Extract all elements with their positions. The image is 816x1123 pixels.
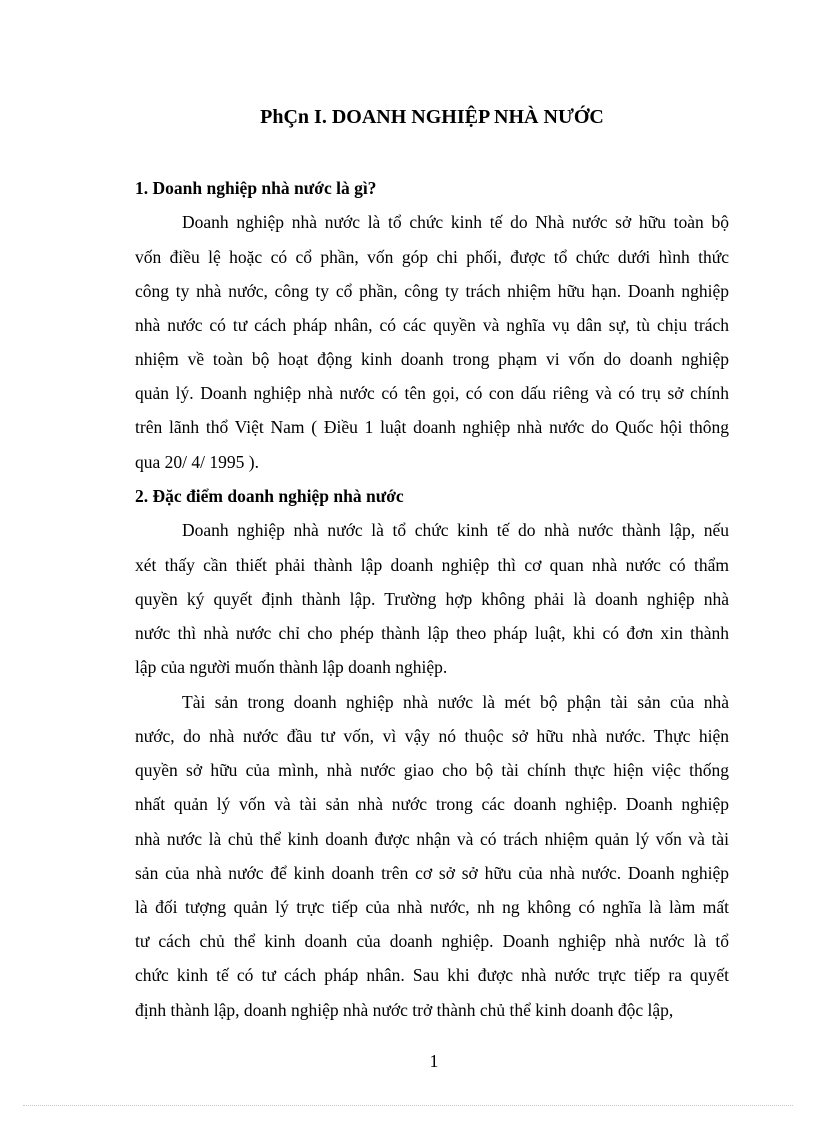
- paragraph-line: vốn điều lệ hoặc có cổ phần, vốn góp chi phối, được tổ chức dưới hình thức: [135, 247, 729, 267]
- paragraph-line: xét thấy cần thiết phải thành lập doanh nghiệp thì cơ quan nhà nước có thẩm: [135, 555, 729, 575]
- paragraph-line: định thành lập, doanh nghiệp nhà nước trở thành chủ thể kinh doanh độc lập,: [135, 1000, 674, 1020]
- paragraph-line: công ty nhà nước, công ty cổ phần, công ty trách nhiệm hữu hạn. Doanh nghiệp: [135, 281, 729, 301]
- paragraph-line: nước thì nhà nước chỉ cho phép thành lập theo pháp luật, khi có đơn xin thành: [135, 623, 729, 643]
- paragraph-line: tư cách chủ thể kinh doanh của doanh nghiệp. Doanh nghiệp nhà nước là tổ: [135, 931, 729, 951]
- page-bottom-border: [23, 1105, 793, 1106]
- paragraph-line: nhà nước là chủ thể kinh doanh được nhận và có trách nhiệm quản lý vốn và tài: [135, 829, 729, 849]
- paragraph-line: Doanh nghiệp nhà nước là tổ chức kinh tế do nhà nước thành lập, nếu: [182, 520, 729, 540]
- paragraph-line: quản lý. Doanh nghiệp nhà nước có tên gọi, có con dấu riêng và có trụ sở chính: [135, 383, 729, 403]
- paragraph-line: chức kinh tế có tư cách pháp nhân. Sau khi được nhà nước trực tiếp ra quyết: [135, 965, 729, 985]
- paragraph-line: trên lãnh thổ Việt Nam ( Điều 1 luật doanh nghiệp nhà nước do Quốc hội thông: [135, 417, 729, 437]
- paragraph-line: quyền sở hữu của mình, nhà nước giao cho bộ tài chính thực hiện việc thống: [135, 760, 729, 780]
- paragraph-line: qua 20/ 4/ 1995 ).: [135, 452, 259, 472]
- paragraph-line: nước, do nhà nước đầu tư vốn, vì vậy nó thuộc sở hữu nhà nước. Thực hiện: [135, 726, 729, 746]
- page-title: PhÇn I. DOANH NGHIỆP NHÀ NƯỚC: [260, 106, 604, 128]
- paragraph-line: sản của nhà nước để kinh doanh trên cơ sở sở hữu của nhà nước. Doanh nghiệp: [135, 863, 729, 883]
- page-number: 1: [429, 1051, 439, 1071]
- paragraph-line: lập của người muốn thành lập doanh nghiệp.: [135, 657, 448, 677]
- paragraph-line: Doanh nghiệp nhà nước là tổ chức kinh tế do Nhà nước sở hữu toàn bộ: [182, 212, 729, 232]
- section-heading-1: 1. Doanh nghiệp nhà nước là gì?: [135, 178, 377, 198]
- paragraph-line: quyền ký quyết định thành lập. Trường hợp không phải là doanh nghiệp nhà: [135, 589, 729, 609]
- paragraph-line: là đối tượng quản lý trực tiếp của nhà nước, nh ng không có nghĩa là làm mất: [135, 897, 729, 917]
- paragraph-line: nhà nước có tư cách pháp nhân, có các quyền và nghĩa vụ dân sự, tù chịu trách: [135, 315, 729, 335]
- paragraph-line: Tài sản trong doanh nghiệp nhà nước là mét bộ phận tài sản của nhà: [182, 692, 729, 712]
- paragraph-line: nhất quản lý vốn và tài sản nhà nước trong các doanh nghiệp. Doanh nghiệp: [135, 794, 729, 814]
- section-heading-2: 2. Đặc điểm doanh nghiệp nhà nước: [135, 486, 404, 506]
- paragraph-line: nhiệm về toàn bộ hoạt động kinh doanh trong phạm vi vốn do doanh nghiệp: [135, 349, 729, 369]
